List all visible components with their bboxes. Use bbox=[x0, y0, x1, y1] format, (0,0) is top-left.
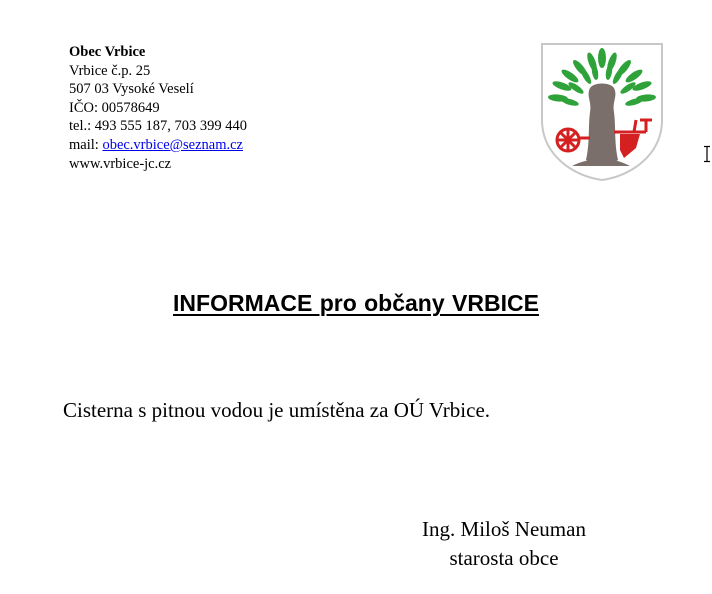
signature-block bbox=[395, 515, 613, 573]
address-line-2: 507 03 Vysoké Veselí bbox=[69, 81, 194, 98]
municipal-coat-of-arms-icon bbox=[540, 42, 664, 182]
address-line-1: Vrbice č.p. 25 bbox=[69, 62, 151, 79]
email-label: mail: bbox=[69, 136, 103, 153]
announcement-text: Cisterna s pitnou vodou je umístěna za OÚ Vrbice. bbox=[63, 398, 491, 422]
signatory-title: starosta obce bbox=[449, 546, 559, 570]
signatory-name: Ing. Miloš Neuman bbox=[422, 517, 586, 541]
phone-line: tel.: 493 555 187, 703 399 440 bbox=[69, 118, 248, 135]
website-line: www.vrbice-jc.cz bbox=[69, 155, 172, 172]
email-line bbox=[69, 136, 247, 155]
email-link[interactable]: obec.vrbice@seznam.cz bbox=[102, 136, 243, 153]
org-name: Obec Vrbice bbox=[69, 44, 146, 60]
letterhead bbox=[69, 43, 247, 173]
ico-line: IČO: 00578649 bbox=[69, 99, 160, 116]
text-cursor-icon bbox=[701, 145, 712, 163]
page-heading: INFORMACE pro občany VRBICE bbox=[173, 290, 539, 316]
